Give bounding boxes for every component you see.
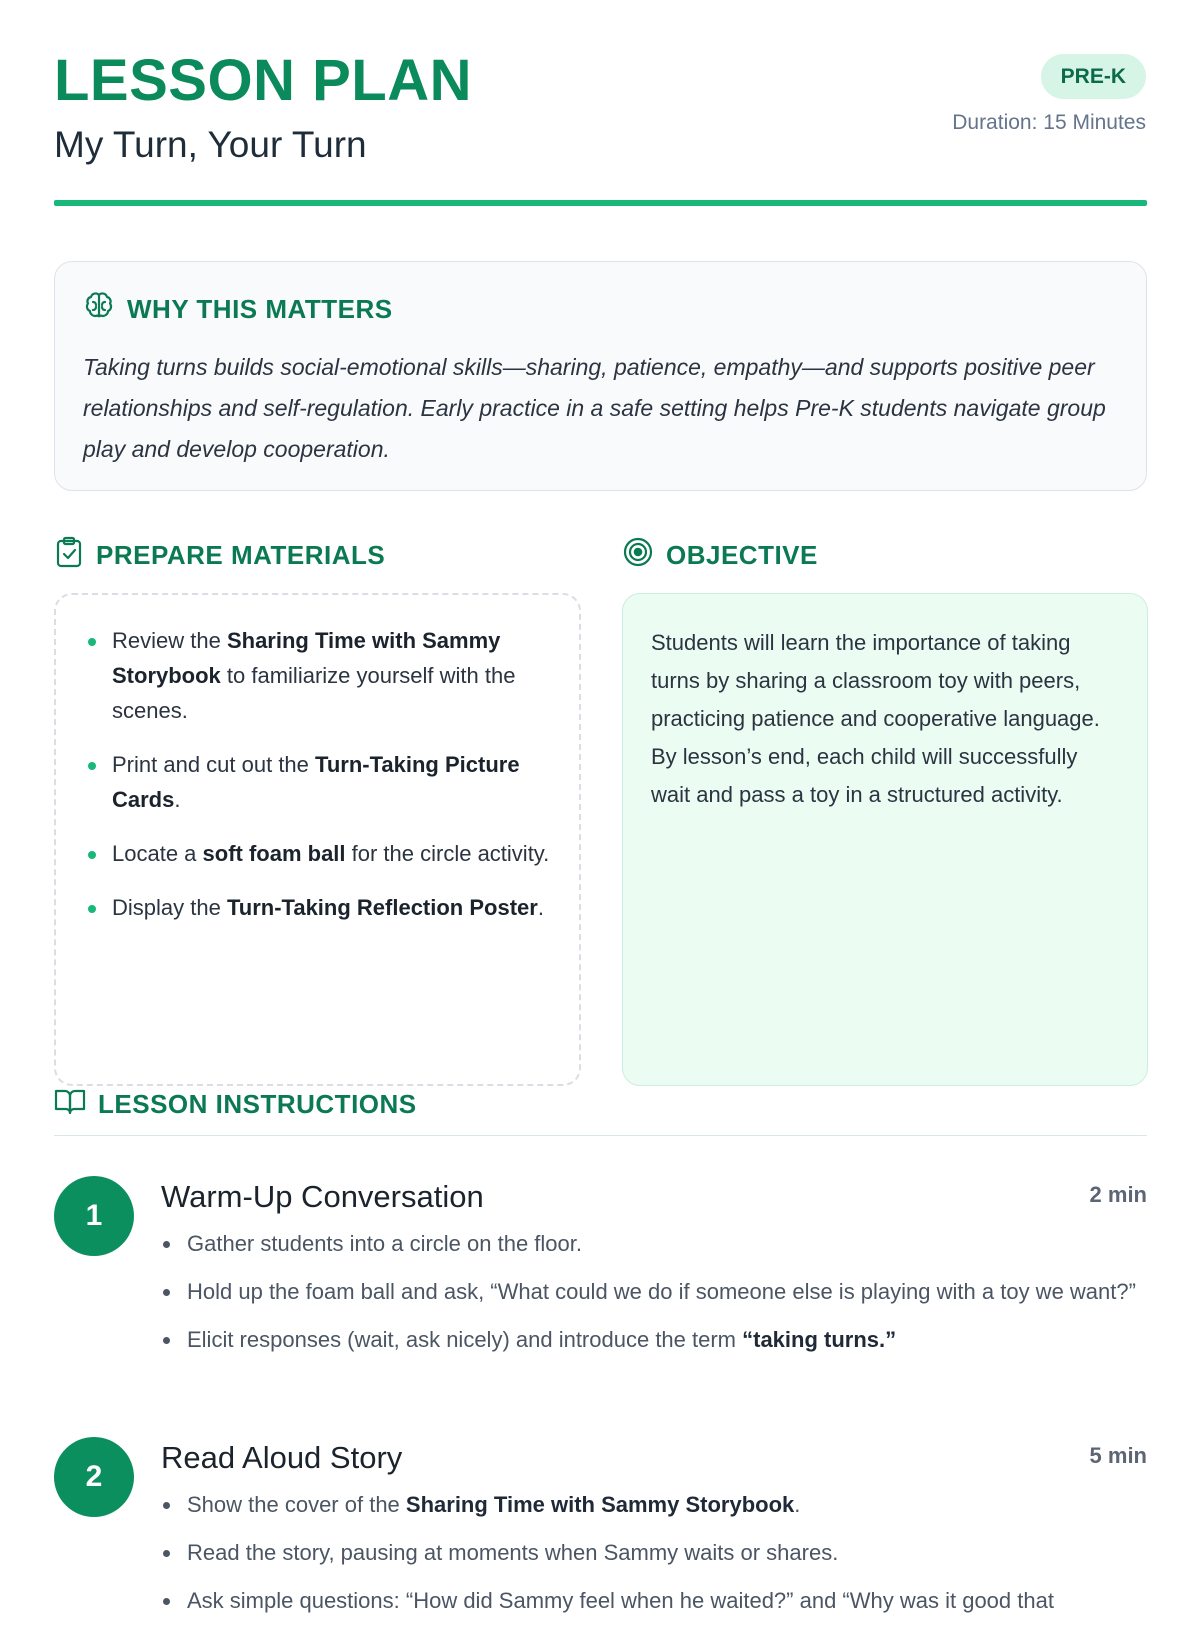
why-this-matters-card — [54, 261, 1147, 491]
brain-icon — [83, 290, 115, 329]
materials-heading-row — [54, 536, 385, 575]
duration-label: Duration: 15 Minutes — [952, 111, 1146, 135]
instructions-divider — [54, 1135, 1147, 1136]
objective-text: Students will learn the importance of taking turns by sharing a classroom toy with peers, practicing patience and cooperative language. By lesson’s end, each child will successfully wait and pass a toy in a structured activity. — [651, 630, 1100, 807]
instructions-heading-row — [54, 1086, 417, 1123]
list-item: Locate a soft foam ball for the circle activity. — [86, 836, 551, 871]
grade-badge: PRE-K — [1041, 54, 1146, 99]
page-title: LESSON PLAN — [54, 48, 472, 113]
list-item: Gather students into a circle on the floor. — [161, 1226, 1147, 1261]
step-items — [161, 1226, 1147, 1357]
step-time: 5 min — [1089, 1443, 1147, 1468]
step-number-badge: 2 — [54, 1437, 134, 1517]
list-item: Elicit responses (wait, ask nicely) and introduce the term “taking turns.” — [161, 1322, 1147, 1357]
step-body — [161, 1437, 1147, 1631]
why-text: Taking turns builds social-emotional skills—sharing, patience, empathy—and supports positive peer relationships and self-regulation. Early practice in a safe setting helps Pre-K students navigate group play and develop cooperation. — [83, 354, 1106, 462]
materials-heading: PREPARE MATERIALS — [96, 540, 386, 570]
objective-card — [622, 593, 1148, 1086]
header-divider — [54, 200, 1147, 206]
list-item: Hold up the foam ball and ask, “What could we do if someone else is playing with a toy we want?” — [161, 1274, 1147, 1309]
materials-list — [86, 623, 551, 925]
step-items — [161, 1487, 1147, 1618]
list-item: Print and cut out the Turn-Taking Picture Cards. — [86, 747, 551, 817]
objective-heading: OBJECTIVE — [666, 540, 818, 570]
header-meta — [952, 54, 1146, 135]
list-item: Read the story, pausing at moments when Sammy waits or shares. — [161, 1535, 1147, 1570]
step-title: Warm-Up Conversation — [161, 1179, 484, 1214]
list-item: Review the Sharing Time with Sammy Storybook to familiarize yourself with the scenes. — [86, 623, 551, 728]
why-heading-row — [83, 290, 1118, 329]
target-icon — [622, 536, 654, 575]
list-item: Ask simple questions: “How did Sammy feel when he waited?” and “Why was it good that — [161, 1583, 1147, 1618]
step-number-badge: 1 — [54, 1176, 134, 1256]
step-time: 2 min — [1089, 1182, 1147, 1207]
lesson-subtitle: My Turn, Your Turn — [54, 124, 367, 165]
clipboard-check-icon — [54, 536, 84, 575]
step-body — [161, 1176, 1147, 1370]
why-heading: WHY THIS MATTERS — [127, 294, 393, 324]
materials-list-card — [54, 593, 581, 1086]
list-item: Display the Turn-Taking Reflection Poster. — [86, 890, 551, 925]
lesson-header — [54, 48, 1146, 212]
book-open-icon — [54, 1086, 86, 1123]
step-title: Read Aloud Story — [161, 1440, 403, 1475]
instructions-heading: LESSON INSTRUCTIONS — [98, 1089, 417, 1119]
objective-heading-row — [622, 536, 818, 575]
list-item: Show the cover of the Sharing Time with Sammy Storybook. — [161, 1487, 1147, 1522]
